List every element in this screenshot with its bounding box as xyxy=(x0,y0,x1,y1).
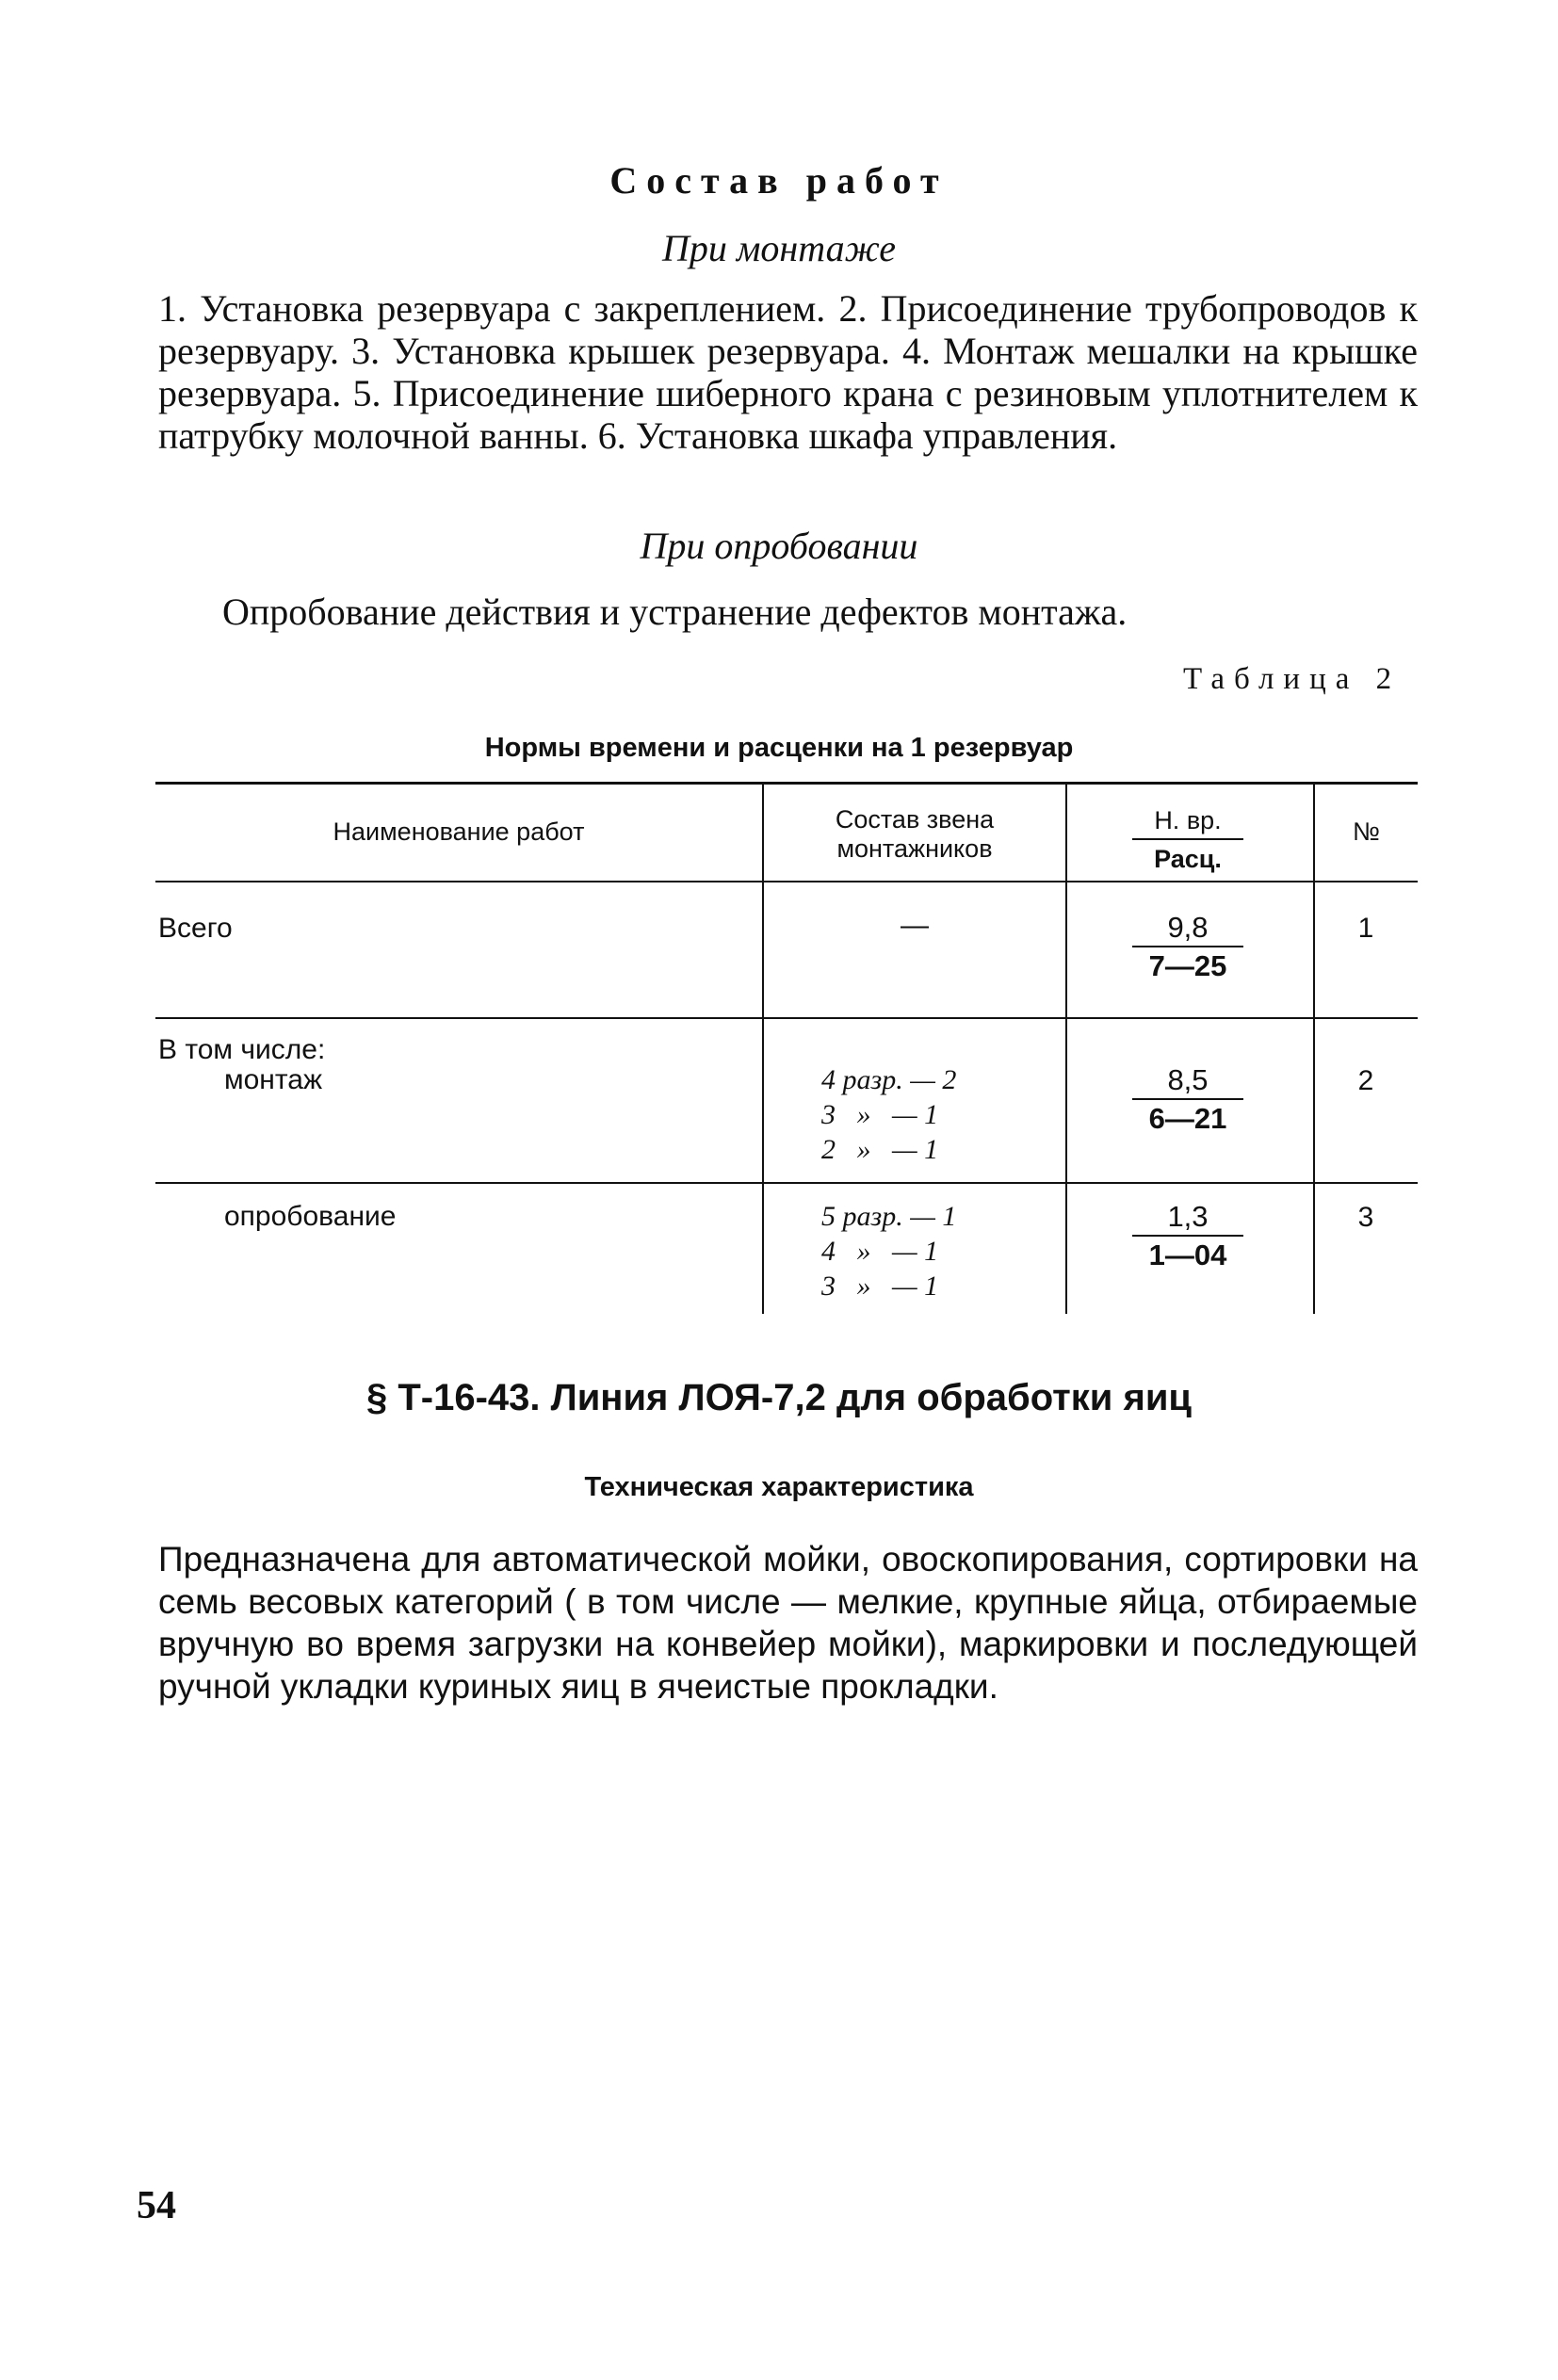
subheading-test: При опробовании xyxy=(640,525,918,567)
paragraph-mount: 1. Установка резервуара с закреплением. 2. Присоединение трубопроводов к резервуару. 3. Установка крышек резервуара. 4. Монтаж мешалки на крышке резервуара. 5. Присоединение шиберного крана с резиновым уплотнителем к патрубку молочной ванны. 6. Установка шкафа управления. xyxy=(158,287,1418,457)
tech-title: Техническая характеристика xyxy=(584,1472,974,1502)
row2-norm xyxy=(1128,1062,1247,1136)
row1-norm xyxy=(1128,910,1247,983)
table-rule-top xyxy=(155,782,1418,785)
table-rule-row1 xyxy=(155,1017,1418,1019)
row2-number: 2 xyxy=(1357,1065,1374,1096)
header-crew xyxy=(764,805,1065,864)
row3-number: 3 xyxy=(1357,1202,1374,1233)
row3-name: опробование xyxy=(224,1201,397,1232)
table-col-divider-3 xyxy=(1313,782,1315,1314)
subheading-mount: При монтаже xyxy=(661,227,897,269)
table-col-divider-2 xyxy=(1065,782,1067,1314)
paragraph-test: Опробование действия и устранение дефектов монтажа. xyxy=(222,591,1128,633)
table-label: Таблица 2 xyxy=(1183,662,1402,696)
paragraph-purpose: Предназначена для автоматической мойки, овоскопирования, сортировки на семь весовых категорий ( в том числе — мелкие, крупные яйца, отбираемые вручную во время загрузки на конвейер мойки), маркировки и последующей ручной укладки куриных яиц в ячеистые прокладки. xyxy=(158,1540,1418,1706)
section-heading: Состав работ xyxy=(609,159,949,202)
header-norm xyxy=(1128,802,1247,876)
row1-crew: — xyxy=(901,910,929,941)
row2-name-prefix: В том числе: xyxy=(158,1034,326,1065)
header-crew-line1: Состав звена xyxy=(835,805,995,834)
header-norm-numerator: Н. вр. xyxy=(1154,806,1222,834)
table-title: Нормы времени и расценки на 1 резервуар xyxy=(484,733,1074,763)
row3-norm xyxy=(1128,1199,1247,1272)
header-crew-line2: монтажников xyxy=(836,834,993,863)
section-title: § Т-16-43. Линия ЛОЯ-7,2 для обработки яиц xyxy=(366,1377,1192,1418)
row2-norm-time: 8,5 xyxy=(1167,1063,1209,1096)
header-norm-denominator: Расц. xyxy=(1154,845,1222,873)
row3-crew: 5 разр. — 1 4 » — 1 3 » — 1 xyxy=(821,1201,957,1302)
row2-crew: 4 разр. — 2 3 » — 1 2 » — 1 xyxy=(821,1064,957,1165)
row1-rate: 7—25 xyxy=(1148,949,1227,982)
table-rule-header xyxy=(155,881,1418,882)
row1-number: 1 xyxy=(1357,913,1374,944)
header-number: № xyxy=(1353,818,1380,846)
row2-rate: 6—21 xyxy=(1148,1102,1227,1135)
row1-name: Всего xyxy=(158,913,233,944)
row3-rate: 1—04 xyxy=(1148,1239,1227,1271)
page-number: 54 xyxy=(137,2184,176,2227)
row3-norm-time: 1,3 xyxy=(1167,1200,1209,1233)
row2-name: монтаж xyxy=(224,1064,323,1095)
row1-norm-time: 9,8 xyxy=(1167,911,1209,944)
table-rule-row2 xyxy=(155,1182,1418,1184)
header-name: Наименование работ xyxy=(333,818,585,846)
